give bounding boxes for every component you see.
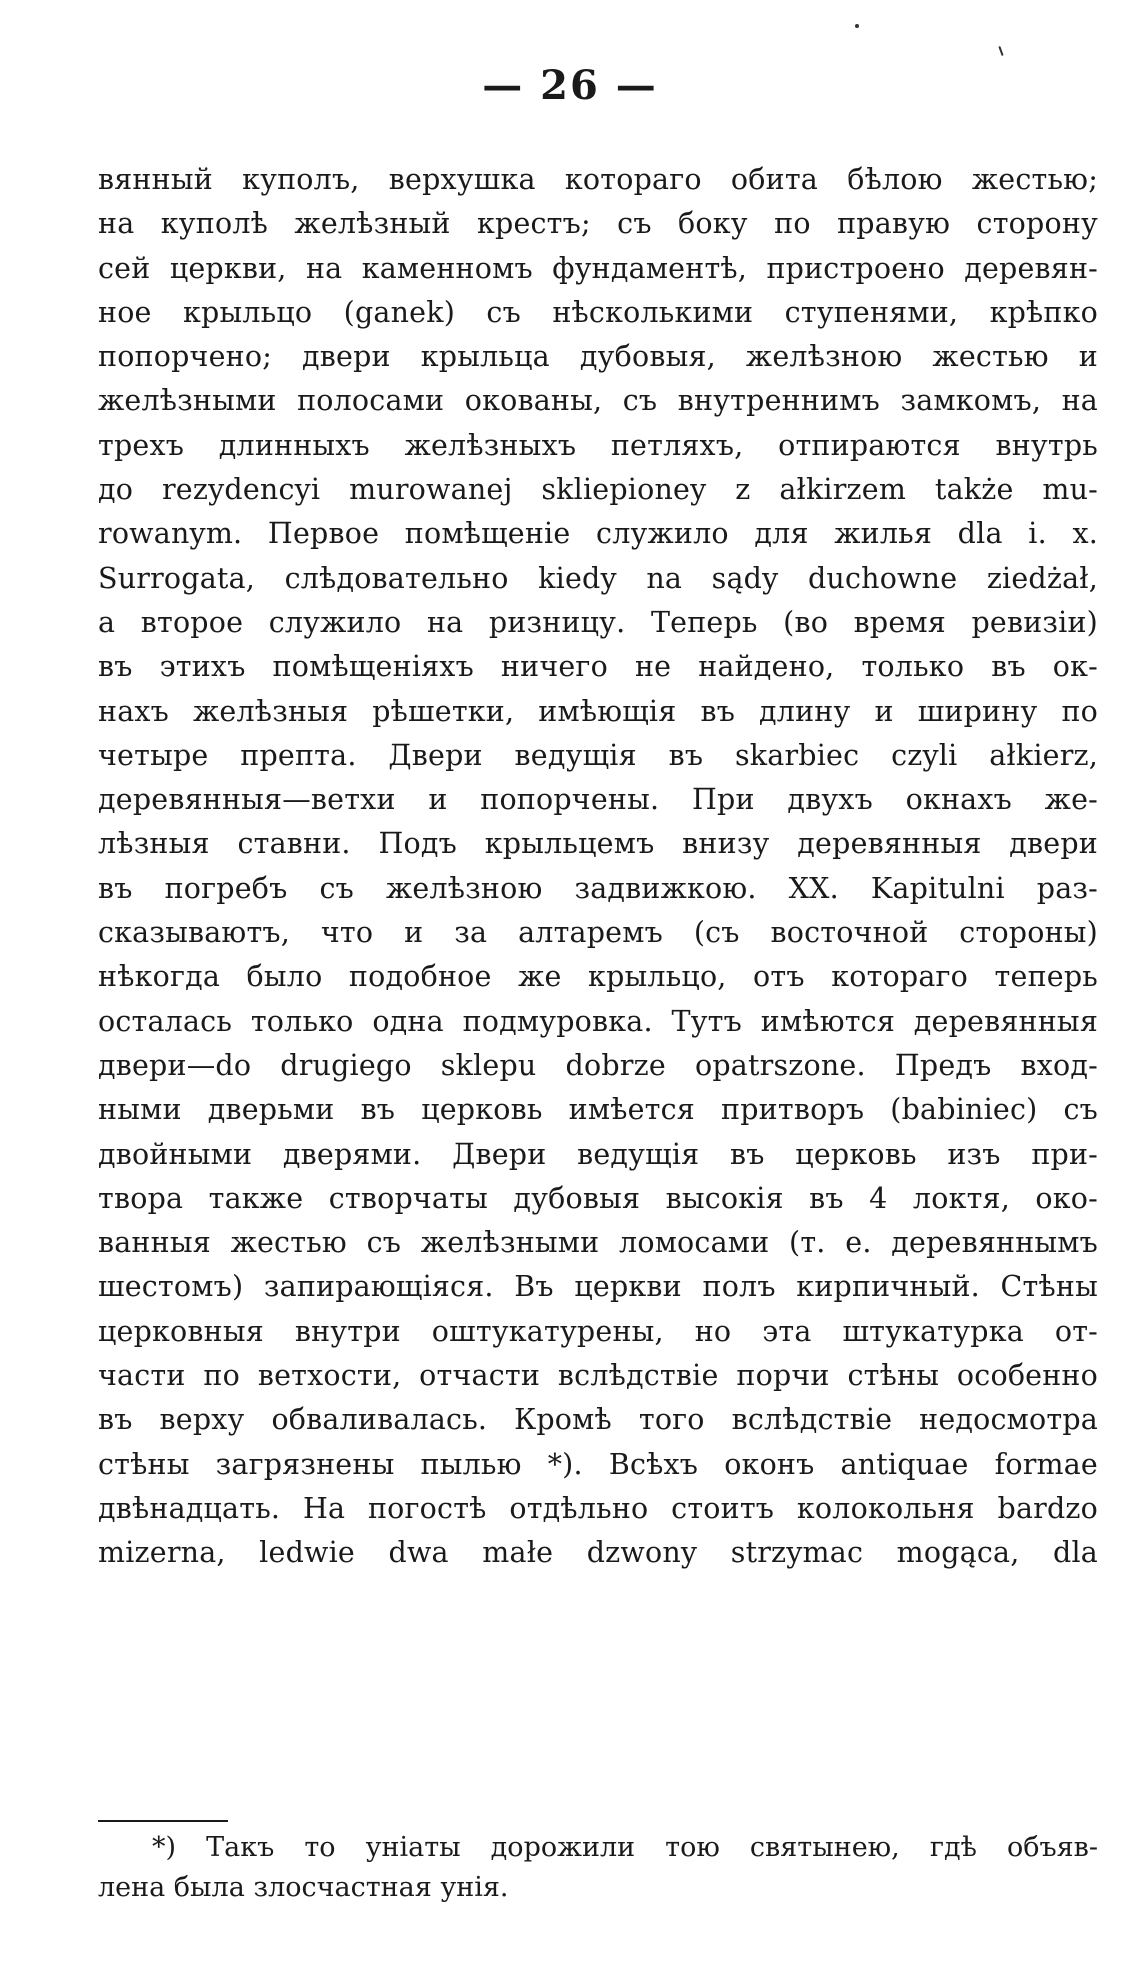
footnote-line: лена была злосчастная унiя. xyxy=(98,1872,509,1903)
footnote xyxy=(98,1828,1098,1908)
text-line: до rezydencyi murowanej sklieрioney z ałkirzem także mu- xyxy=(98,473,1098,507)
text-line: въ погребъ съ желѣзною задвижкою. XX. Kapitulni раз- xyxy=(98,871,1098,905)
text-line: сей церкви, на каменномъ фундаментѣ, пристроено деревян- xyxy=(98,251,1098,285)
text-line: а второе служило на ризницу. Теперь (во время ревизiи) xyxy=(98,605,1098,639)
footnote-divider xyxy=(98,1820,228,1822)
text-line: нахъ желѣзныя рѣшетки, имѣющiя въ длину и ширину по xyxy=(98,694,1098,728)
text-line: трехъ длинныхъ желѣзныхъ петляхъ, отпираются внутрь xyxy=(98,428,1098,462)
text-line: вянный куполъ, верхушка котораго обита бѣлою жестью; xyxy=(98,163,1098,196)
text-line: двойными дверями. Двери ведущiя въ церковь изъ при- xyxy=(98,1137,1098,1171)
text-line: стѣны загрязнены пылью *). Всѣхъ оконъ antiquae formae xyxy=(98,1447,1098,1481)
text-line: церковныя внутри оштукатурены, но эта штукатурка от- xyxy=(98,1314,1098,1348)
text-line: нѣкогда было подобное же крыльцо, отъ котораго теперь xyxy=(98,960,1098,994)
text-line: деревянныя—ветхи и попорчены. При двухъ окнахъ же- xyxy=(98,783,1098,817)
text-line: сказываютъ, что и за алтаремъ (съ восточной стороны) xyxy=(98,916,1098,950)
text-line: на куполѣ желѣзный крестъ; съ боку по правую сторону xyxy=(98,207,1098,241)
text-line: двери—do drugiego sklepu dobrze opatrszone. Предъ вход- xyxy=(98,1048,1098,1082)
text-line: четыре препта. Двери ведущiя въ skarbiec czyli ałkierz, xyxy=(98,738,1098,772)
page-number: — 26 — xyxy=(482,62,658,109)
print-speck xyxy=(855,24,859,28)
text-line: двѣнадцать. На погостѣ отдѣльно стоитъ колокольня bardzo xyxy=(98,1491,1098,1525)
text-line: Surrogata, слѣдовательно kiedy na sądy duchowne ziedżał, xyxy=(98,561,1098,595)
text-line: твора также створчаты дубовыя высокiя въ 4 локтя, око- xyxy=(98,1181,1098,1215)
text-line: желѣзными полосами окованы, съ внутреннимъ замкомъ, на xyxy=(98,384,1098,418)
body-text xyxy=(98,158,1098,1576)
text-line: въ этихъ помѣщенiяхъ ничего не найдено, только въ ок- xyxy=(98,650,1098,684)
print-speck xyxy=(998,46,1003,56)
text-line: ное крыльцо (ganek) съ нѣсколькими ступенями, крѣпко xyxy=(98,295,1098,329)
text-line: попорчено; двери крыльца дубовыя, желѣзною жестью и xyxy=(98,340,1098,374)
footnote-line: *) Такъ то унiаты дорожили тою святынею, гдѣ объяв- xyxy=(152,1832,1098,1863)
text-line: части по ветхости, отчасти вслѣдствiе порчи стѣны особенно xyxy=(98,1359,1098,1393)
text-line: осталась только одна подмуровка. Тутъ имѣются деревянныя xyxy=(98,1004,1098,1038)
text-line: mizerna, ledwie dwa małe dzwony strzymac mogąca, dla xyxy=(98,1536,1098,1570)
text-line: rowanym. Первое помѣщенiе служило для жилья dla i. x. xyxy=(98,517,1098,551)
text-line: ванныя жестью съ желѣзными ломосами (т. е. деревяннымъ xyxy=(98,1226,1098,1260)
text-line: въ верху обваливалась. Кромѣ того вслѣдствiе недосмотра xyxy=(98,1403,1098,1437)
text-line: шестомъ) запирающiяся. Въ церкви полъ кирпичный. Стѣны xyxy=(98,1270,1098,1304)
text-line: ными дверьми въ церковь имѣется притворъ (babiniec) съ xyxy=(98,1093,1098,1127)
text-line: лѣзныя ставни. Подъ крыльцемъ внизу деревянныя двери xyxy=(98,827,1098,861)
